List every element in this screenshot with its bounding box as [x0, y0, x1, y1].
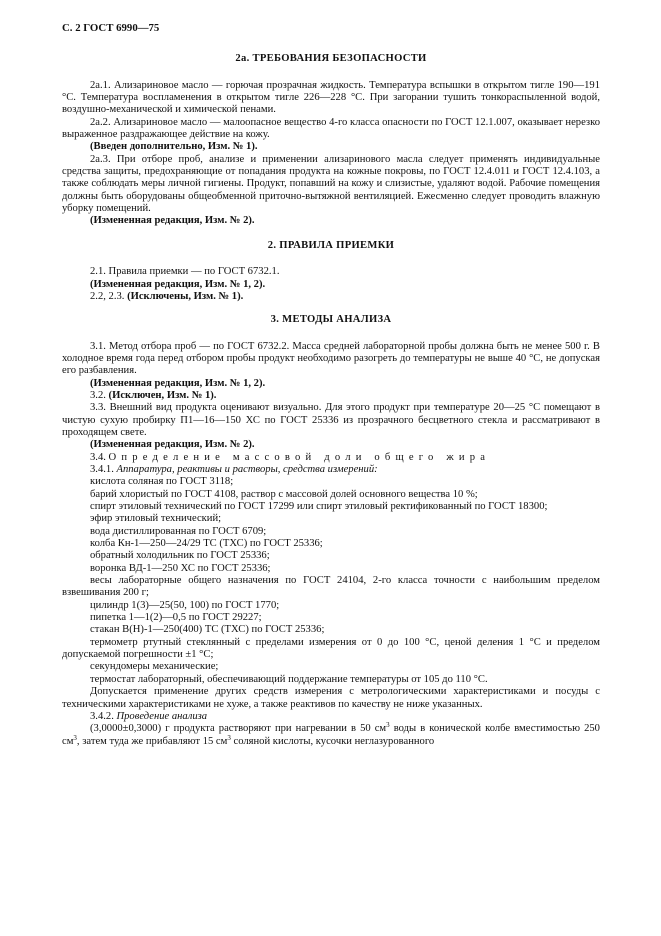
text-run: (3,0000±0,3000) г продукта растворяют при нагревании в 50 см [90, 723, 387, 735]
list-item: стакан В(Н)-1—250(400) ТС (ТХС) по ГОСТ 25336; [90, 624, 325, 636]
list-item: эфир этиловый технический; [90, 513, 222, 525]
list-item: весы лабораторные общего назначения по ГОСТ 24104, 2-го класса точности с наибольшим пределом взвешивания 200 г; [62, 575, 600, 599]
clause-number: 3.4.1. [90, 463, 117, 475]
list-item: кислота соляная по ГОСТ 3118; [90, 476, 234, 488]
list-item: термометр ртутный стеклянный с пределами измерения от 0 до 100 °С, ценой деления 1 °С и пределом допускаемой погрешности ±1 °С; [62, 636, 600, 661]
list-item: термостат лабораторный, обеспечивающий поддержание температуры от 105 до 110 °С. [90, 673, 488, 685]
paragraph-2a-3: 2а.3. При отборе проб, анализе и применении ализаринового масла следует применять индивидуальные средства защиты, предохраняющие от попадания продукта на кожные покровы, по ГОСТ 12.4.011 и ГОСТ 12.4.103, а также соблюдать меры личной гигиены. Продукт, попавший на кожу и слизистые, удаляют водой. Рабочие помещения должны быть оборудованы общеобменной приточно-вытяжной вентиляцией. Ежесменно следует проводить влажную уборку помещений. [62, 153, 600, 215]
clause-number: 3.4. [90, 451, 109, 463]
page-header: С. 2 ГОСТ 6990—75 [62, 22, 160, 34]
amendment-note: (Измененная редакция, Изм. № 1, 2). [90, 278, 266, 290]
amendment-note: (Измененная редакция, Изм. № 2). [90, 215, 255, 227]
list-item: вода дистиллированная по ГОСТ 6709; [90, 525, 267, 537]
paragraph-analysis [62, 723, 600, 748]
list-item: секундомеры механические; [90, 661, 219, 673]
amendment-note: (Измененная редакция, Изм. № 2). [90, 439, 255, 451]
italic-subheading: Аппаратура, реактивы и растворы, средства измерений: [116, 463, 378, 475]
list-item: спирт этиловый технический по ГОСТ 17299 или спирт этиловый ректификованный по ГОСТ 18300; [90, 501, 548, 512]
paragraph-allowed: Допускается применение других средств измерения с метрологическими характеристиками и посуды с техническими характеристиками не хуже, а также реактивов по качеству не ниже указанных. [62, 686, 600, 710]
paragraph-3-3: 3.3. Внешний вид продукта оценивают визуально. Для этого продукт при температуре 20—25 °С помещают в чистую сухую пробирку П1—16—150 ХС по ГОСТ 25336 из прозрачного бесцветного стекла и рассматривают в проходящем свете. [62, 402, 600, 438]
paragraph-2a-1: 2а.1. Ализариновое масло — горючая прозрачная жидкость. Температура вспышки в открытом тигле 190—191 °С. Температура воспламенения в открытом тигле 226—228 °С. При загорании тушить тонкораспыленной водой, воздушно-механической и химической пенами. [62, 79, 600, 116]
clause-number: 3.4.2. [90, 710, 117, 722]
paragraph-2-2-2-3 [62, 291, 600, 303]
italic-subheading: Проведение анализа [116, 710, 208, 722]
paragraph-3-2 [62, 390, 600, 402]
paragraph-2-1: 2.1. Правила приемки — по ГОСТ 6732.1. [90, 266, 280, 278]
superscript: 3 [73, 733, 77, 742]
text-run: воды в конической колбе вместимостью 250 см [62, 723, 600, 747]
amendment-note: (Исключен, Изм. № 1). [108, 389, 217, 401]
section-2a-title: 2а. ТРЕБОВАНИЯ БЕЗОПАСНОСТИ [235, 53, 427, 65]
spaced-heading: Определение массовой доли общего жира [108, 451, 491, 463]
list-item: колба Кн-1—250—24/29 ТС (ТХС) по ГОСТ 25336; [90, 538, 323, 550]
text-run: , затем туда же прибавляют 15 см [76, 735, 228, 747]
document-page [62, 22, 600, 748]
list-item: цилиндр 1(3)—25(50, 100) по ГОСТ 1770; [90, 599, 280, 611]
list-item: пипетка 1—1(2)—0,5 по ГОСТ 29227; [90, 612, 262, 624]
superscript: 3 [227, 733, 231, 742]
amendment-note: (Измененная редакция, Изм. № 1, 2). [90, 377, 266, 389]
text-run: соляной кислоты, кусочки неглазурованного [230, 735, 435, 747]
clause-number: 3.2. [90, 389, 109, 401]
paragraph-3-4-1 [62, 464, 600, 476]
list-item: воронка ВД-1—250 ХС по ГОСТ 25336; [90, 562, 271, 574]
paragraph-3-4 [62, 452, 600, 464]
section-2-title: 2. ПРАВИЛА ПРИЕМКИ [267, 239, 395, 251]
list-item: барий хлористый по ГОСТ 4108, раствор с массовой долей основного вещества 10 %; [90, 488, 478, 500]
section-3-title: 3. МЕТОДЫ АНАЛИЗА [270, 314, 392, 326]
paragraph-2a-2: 2а.2. Ализариновое масло — малоопасное вещество 4-го класса опасности по ГОСТ 12.1.007, оказывает нерезко выраженное раздражающее действие на кожу. [62, 116, 600, 141]
paragraph-3-4-2 [62, 711, 600, 723]
superscript: 3 [386, 721, 390, 730]
amendment-note: (Введен дополнительно, Изм. № 1). [90, 141, 258, 153]
paragraph-3-1: 3.1. Метод отбора проб — по ГОСТ 6732.2. Масса средней лабораторной пробы должна быть не менее 500 г. В холодное время года перед отбором пробы продукт необходимо разогреть до температуры не выше 40 °С, не допуская его разбавления. [62, 340, 600, 377]
amendment-note: (Исключены, Изм. № 1). [127, 290, 244, 302]
list-item: обратный холодильник по ГОСТ 25336; [90, 550, 270, 562]
clause-number: 2.2, 2.3. [90, 290, 128, 302]
